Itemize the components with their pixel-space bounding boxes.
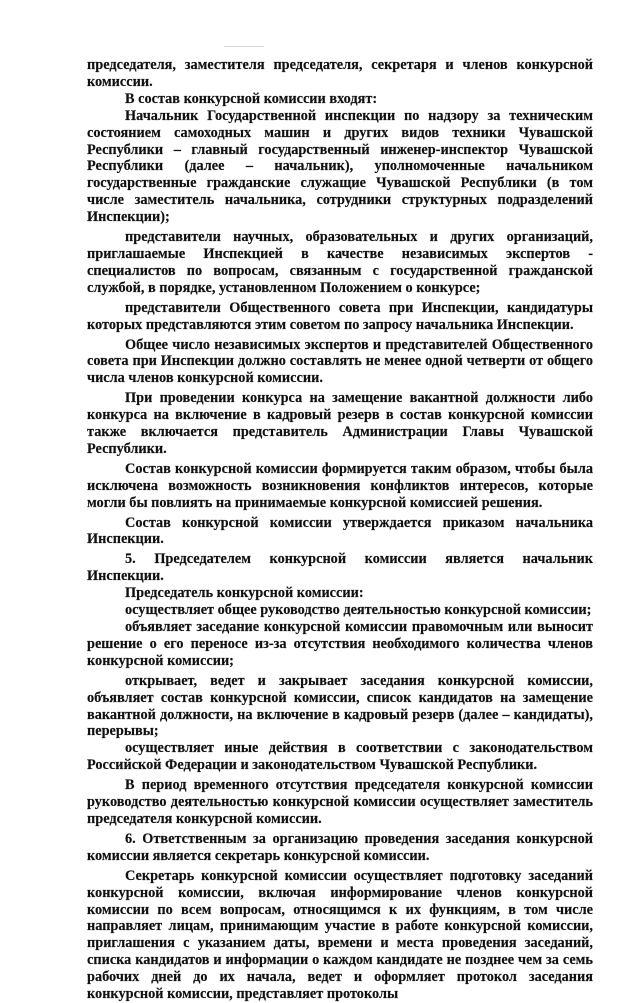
paragraph-3: Начальник Государственной инспекции по надзору за техническим состоянием самоходных машин и других видов техники Чувашской Республики – главный государственный инженер-инспектор Чувашской Республики (далее – начальник), уполномоченные начальником государственные гражданские служащие Чувашской Республики (в том числе заместитель начальника, сотрудники структурных подразделений Инспекции);: [87, 107, 593, 226]
paragraph-8: Состав конкурсной комиссии формируется таким образом, чтобы была исключена возможность возникновения конфликтов интересов, которые могли бы повлиять на принимаемые конкурсной комиссией решения.: [87, 460, 593, 511]
paragraph-17: 6. Ответственным за организацию проведения заседания конкурсной комиссии является секретарь конкурсной комиссии.: [87, 830, 593, 864]
scan-mark: [224, 46, 264, 47]
paragraph-2: В состав конкурсной комиссии входят:: [125, 90, 378, 107]
paragraph-10: 5. Председателем конкурсной комиссии является начальник Инспекции.: [87, 551, 593, 585]
paragraph-7: При проведении конкурса на замещение вакантной должности либо конкурса на включение в кадровый резерв в состав конкурсной комиссии также включается представитель Администрации Главы Чувашской Республики.: [87, 390, 593, 457]
paragraph-12: осуществляет общее руководство деятельностью конкурсной комиссии;: [125, 602, 592, 619]
paragraph-1: председателя, заместителя председателя, секретаря и членов конкурсной комиссии.: [87, 57, 593, 90]
paragraph-13: объявляет заседание конкурсной комиссии правомочным или выносит решение о его переносе из-за отсутствия необходимого количества членов конкурсной комиссии;: [87, 619, 593, 669]
paragraph-9: Состав конкурсной комиссии утверждается приказом начальника Инспекции.: [87, 514, 593, 548]
paragraph-11: Председатель конкурсной комиссии:: [125, 585, 364, 602]
paragraph-14: открывает, ведет и закрывает заседания конкурсной комиссии, объявляет состав конкурсной комиссии, список кандидатов на замещение вакантной должности, на включение в кадровый резерв (далее – кандидаты), перерывы;: [87, 672, 593, 740]
paragraph-18: Секретарь конкурсной комиссии осуществляет подготовку заседаний конкурсной комиссии, включая информирование членов конкурсной комиссии по всем вопросам, относящимся к их функциям, в том числе направляет лицам, принимающим участие в работе конкурсной комиссии, приглашения с указанием даты, времени и места проведения заседаний, списка кандидатов и информации о каждом кандидате не позднее чем за семь рабочих дней до их начала, ведет и оформляет протокол заседания конкурсной комиссии, представляет протоколы: [87, 867, 593, 1003]
paragraph-5: представители Общественного совета при Инспекции, кандидатуры которых представляются этим советом по запросу начальника Инспекции.: [87, 299, 593, 333]
paragraph-4: представители научных, образовательных и других организаций, приглашаемые Инспекцией в качестве независимых экспертов - специалистов по вопросам, связанным с государственной гражданской службой, в порядке, установленном Положением о конкурсе;: [87, 229, 593, 296]
paragraph-15: осуществляет иные действия в соответствии с законодательством Российской Федерации и законодательством Чувашской Республики.: [87, 740, 593, 774]
paragraph-6: Общее число независимых экспертов и представителей Общественного совета при Инспекции должно составлять не менее одной четверти от общего числа членов конкурсной комиссии.: [87, 336, 593, 387]
paragraph-16: В период временного отсутствия председателя конкурсной комиссии руководство деятельностью конкурсной комиссии осуществляет заместитель председателя конкурсной комиссии.: [87, 777, 593, 827]
